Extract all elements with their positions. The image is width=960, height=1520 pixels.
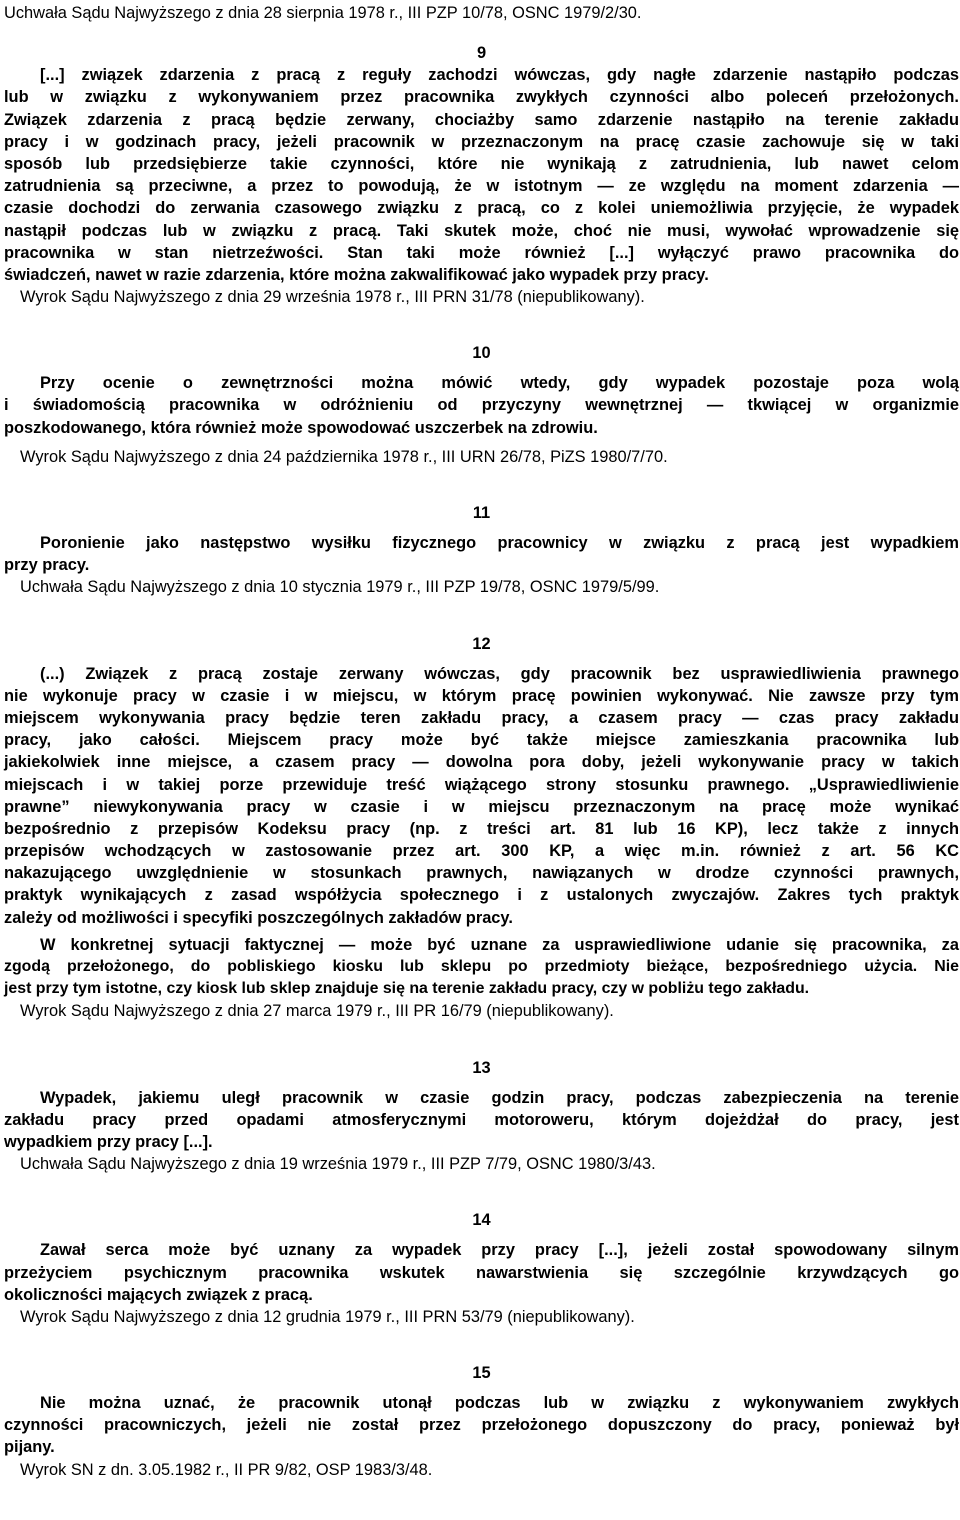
text-line: okoliczności mających związek z pracą. — [4, 1285, 313, 1304]
text-line: nakazującego uwzględnienie w stosunkach prawnych, nawiązanych w drodze czynności prawnych, — [4, 864, 959, 883]
text-line: miejscach i w takiej porze przewiduje treść wiążącego strony stosunku prawnego. „Usprawiedliwienie — [4, 775, 959, 794]
text-line: przepisów wchodzących w zastosowanie przez art. 300 KP, a więc m.in. również z art. 56 KC — [4, 842, 959, 861]
ruling-section-13 — [4, 1057, 959, 1176]
text-line: jakiekolwiek inne miejsce, a czasem pracy — dowolna pora doby, jeżeli wykonywanie pracy w takich — [4, 753, 959, 772]
text-line: pracy i w godzinach pracy, jeżeli pracownik w przeznaczonym na pracę czasie zachowuje się w taki — [4, 132, 959, 151]
ruling-section-15 — [4, 1362, 959, 1481]
ruling-citation: Wyrok SN z dn. 3.05.1982 r., II PR 9/82, OSP 1983/3/48. — [20, 1460, 433, 1479]
ruling-section-12 — [4, 633, 959, 1023]
section-number: 12 — [472, 634, 491, 653]
text-line: (...) Związek z pracą zostaje zerwany wówczas, gdy pracownik bez usprawiedliwienia prawnego — [40, 664, 959, 683]
text-line: świadczeń, nawet w razie zdarzenia, które można zakwalifikować jako wypadek przy pracy. — [4, 265, 709, 284]
text-line: jest przy tym istotne, czy kiosk lub sklep znajduje się na terenie zakładu pracy, czy w pobliżu tego zakładu. — [4, 980, 810, 998]
section-number: 10 — [472, 344, 491, 363]
ruling-citation: Wyrok Sądu Najwyższego z dnia 24 października 1978 r., III URN 26/78, PiZS 1980/7/70. — [20, 447, 668, 466]
ruling-thesis — [4, 372, 959, 439]
ruling-thesis-continued — [4, 934, 959, 1001]
text-line: [...] związek zdarzenia z pracą z reguły zachodzi wówczas, gdy nagłe zdarzenie nastąpiło podczas — [40, 66, 959, 85]
text-line: Wypadek, jakiemu uległ pracownik w czasie godzin pracy, podczas zabezpieczenia na terenie — [40, 1088, 959, 1107]
text-line: praktyk wynikających z zasad współżycia społecznego i z ustalonych zwyczajów. Zakres tych praktyk — [4, 886, 959, 905]
text-line: czasie dochodzi do zerwania czasowego związku z pracą, co z kolei uniemożliwia przyjęcie, że wypadek — [4, 199, 959, 218]
text-line: Związek zdarzenia z pracą będzie zerwany, chociażby samo zdarzenie nastąpiło na terenie zakładu — [4, 110, 959, 129]
ruling-thesis — [4, 1392, 959, 1459]
section-number: 9 — [476, 44, 487, 63]
text-line: poszkodowanego, która również może spowodować uszczerbek na zdrowiu. — [4, 418, 598, 437]
text-line: czynności pracowniczych, jeżeli nie został przez przełożonego dopuszczony do pracy, ponieważ był — [4, 1416, 959, 1435]
ruling-citation: Wyrok Sądu Najwyższego z dnia 12 grudnia 1979 r., III PRN 53/79 (niepublikowany). — [20, 1307, 635, 1326]
text-line: lub w związku z wykonywaniem przez pracownika zwykłych czynności albo poleceń przełożonych. — [4, 88, 959, 107]
ruling-section-9 — [4, 42, 959, 308]
text-line: nastąpił podczas lub w związku z pracą. Taki skutek może, choć nie musi, wywołać wprowadzenie się — [4, 221, 959, 240]
ruling-thesis — [4, 1087, 959, 1154]
text-line: prawne” niewykonywania pracy w czasie i w miejscu przeznaczonym na pracę może wynikać — [4, 797, 959, 816]
document-page — [4, 2, 959, 1481]
section-number: 11 — [472, 504, 491, 522]
ruling-thesis — [4, 663, 959, 929]
text-line: miejscem wykonywania pracy będzie teren zakładu pracy, a czasem pracy — czas pracy zakładu — [4, 708, 959, 727]
ruling-thesis — [4, 532, 959, 576]
header-citation: Uchwała Sądu Najwyższego z dnia 28 sierpnia 1978 r., III PZP 10/78, OSNC 1979/2/30. — [4, 4, 642, 22]
ruling-section-14 — [4, 1209, 959, 1328]
section-number: 13 — [472, 1058, 491, 1077]
text-line: bezpośrednio z przepisów Kodeksu pracy (np. z treści art. 81 lub 16 KP), lecz także z innych — [4, 819, 959, 838]
text-line: zgodą przełożonego, do pobliskiego kiosku lub sklepu po przedmioty bieżące, bezpośredniego użycia. Nie — [4, 958, 959, 975]
ruling-thesis — [4, 64, 959, 286]
section-number: 14 — [472, 1211, 491, 1230]
text-line: sposób lub przedsiębierze takie czynności, które nie wynikają z zatrudnienia, lub nawet celom — [4, 154, 959, 173]
ruling-thesis — [4, 1239, 959, 1306]
ruling-citation: Uchwała Sądu Najwyższego z dnia 19 września 1979 r., III PZP 7/79, OSNC 1980/3/43. — [20, 1155, 656, 1174]
text-line: zależy od możliwości i specyfiki poszczególnych zakładów pracy. — [4, 908, 513, 927]
text-line: zakładu pracy przed opadami atmosferycznymi motoroweru, którym dojeżdżał do pracy, jest — [4, 1110, 959, 1129]
text-line: pijany. — [4, 1438, 55, 1457]
text-line: Przy ocenie o zewnętrzności można mówić wtedy, gdy wypadek pozostaje poza wolą — [40, 374, 959, 393]
ruling-section-10 — [4, 342, 959, 468]
ruling-citation: Wyrok Sądu Najwyższego z dnia 27 marca 1979 r., III PR 16/79 (niepublikowany). — [20, 1002, 614, 1021]
text-line: i świadomością pracownika w odróżnieniu od przyczyny wewnętrznej — tkwiącej w organizmie — [4, 396, 959, 415]
section-number: 15 — [472, 1364, 491, 1383]
text-line: wypadkiem przy pracy [...]. — [4, 1132, 213, 1151]
text-line: W konkretnej sytuacji faktycznej — może być uznane za usprawiedliwione udanie się pracownika, za — [40, 935, 959, 954]
text-line: nie wykonuje pracy w czasie i w miejscu, w którym pracę powinien wykonywać. Nie zawsze przy tym — [4, 686, 959, 705]
ruling-citation: Uchwała Sądu Najwyższego z dnia 10 stycznia 1979 r., III PZP 19/78, OSNC 1979/5/99. — [20, 578, 660, 597]
text-line: Poronienie jako następstwo wysiłku fizycznego pracownicy w związku z pracą jest wypadkiem — [40, 534, 959, 552]
ruling-section-11 — [4, 502, 959, 599]
ruling-citation: Wyrok Sądu Najwyższego z dnia 29 września 1978 r., III PRN 31/78 (niepublikowany). — [20, 288, 645, 307]
text-line: Nie można uznać, że pracownik utonął podczas lub w związku z wykonywaniem zwykłych — [40, 1394, 959, 1413]
text-line: pracy, jako całości. Miejscem pracy może być także miejsce zamieszkania pracownika lub — [4, 731, 959, 750]
text-line: przy pracy. — [4, 556, 90, 575]
text-line: zatrudnienia są przeciwne, a przez to powodują, że w istotnym — ze względu na moment zdarzenia — — [4, 177, 959, 196]
text-line: przeżyciem psychicznym pracownika wskutek nawarstwienia się szczególnie krzywdzących go — [4, 1263, 959, 1282]
text-line: pracownika w stan nietrzeźwości. Stan taki może również [...] wyłączyć prawo pracownika do — [4, 243, 959, 262]
text-line: Zawał serca może być uznany za wypadek przy pracy [...], jeżeli został spowodowany silnym — [40, 1241, 959, 1260]
